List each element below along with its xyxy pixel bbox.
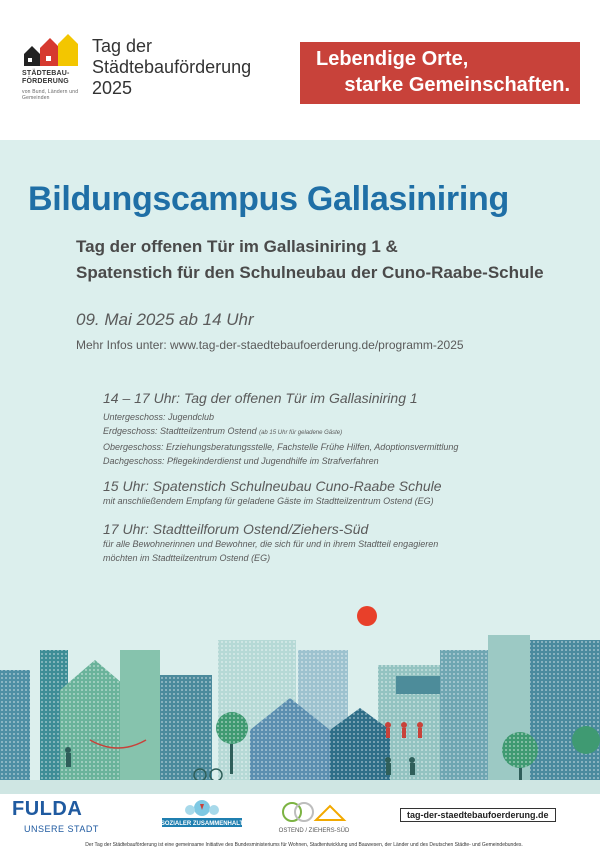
sz-logo-text: SOZIALER ZUSAMMENHALT — [160, 821, 244, 827]
ostend-ziehers-sued-logo-icon — [268, 796, 360, 836]
page-title: Bildungscampus Gallasiniring — [28, 180, 509, 218]
footer — [0, 794, 600, 854]
city-skyline-illustration — [0, 580, 600, 794]
program-item-2: 15 Uhr: Spatenstich Schulneubau Cuno-Raabe Schule mit anschließendem Empfang für geladene Gäste im Stadtteilzentrum Ostend (EG) — [103, 478, 442, 506]
fulda-logo-subtitle: UNSERE STADT — [24, 824, 99, 834]
header — [0, 0, 600, 140]
poster — [0, 140, 600, 794]
logo-small-text: STÄDTEBAU-FÖRDERUNG von Bund, Ländern und Gemeinden — [22, 70, 79, 101]
website-url[interactable]: tag-der-staedtebaufoerderung.de — [400, 808, 556, 822]
disclaimer: Der Tag der Städtebauförderung ist eine gemeinsame Initiative des Bundesministeriums für Wohnen, Stadtentwicklung und Bauwesen, der Länder und des Deutschen Städte- und Gemeindebundes. — [85, 842, 523, 848]
info-link[interactable]: Mehr Infos unter: www.tag-der-staedtebaufoerderung.de/programm-2025 — [76, 338, 464, 352]
program-item-1: 14 – 17 Uhr: Tag der offenen Tür im Gallasiniring 1 Untergeschoss: Jugendclub Erdgeschoss: Stadtteilzentrum Ostend (ab 15 Uhr für geladene Gäste) Obergeschoss: Erziehungsberatungsstelle, Fachstelle Frühe Hilfen, Adoptionsvermittlung Dachgeschoss: Pflegekinderdienst und Jugendhilfe im Strafverfahren — [103, 390, 459, 466]
staedtebaufoerderung-logo-icon — [22, 32, 84, 66]
fulda-logo: FULDA — [12, 798, 83, 820]
sozialer-zusammenhalt-logo-icon — [160, 798, 244, 830]
program-item-3: 17 Uhr: Stadtteilforum Ostend/Ziehers-Süd für alle Bewohnerinnen und Bewohner, die sich für und in ihrem Stadtteil engagieren möchten im Stadtteilzentrum Ostend (EG) — [103, 521, 439, 563]
logo-title: Tag der Städtebauförderung 2025 — [92, 36, 252, 98]
event-date: 09. Mai 2025 ab 14 Uhr — [76, 310, 254, 329]
subtitle: Tag der offenen Tür im Gallasiniring 1 & Spatenstich für den Schulneubau der Cuno-Raabe-Schule — [76, 237, 544, 282]
motto-banner: Lebendige Orte, starke Gemeinschaften. — [300, 42, 580, 104]
ostend-logo-text: OSTEND / ZIEHERS-SÜD — [278, 828, 350, 834]
